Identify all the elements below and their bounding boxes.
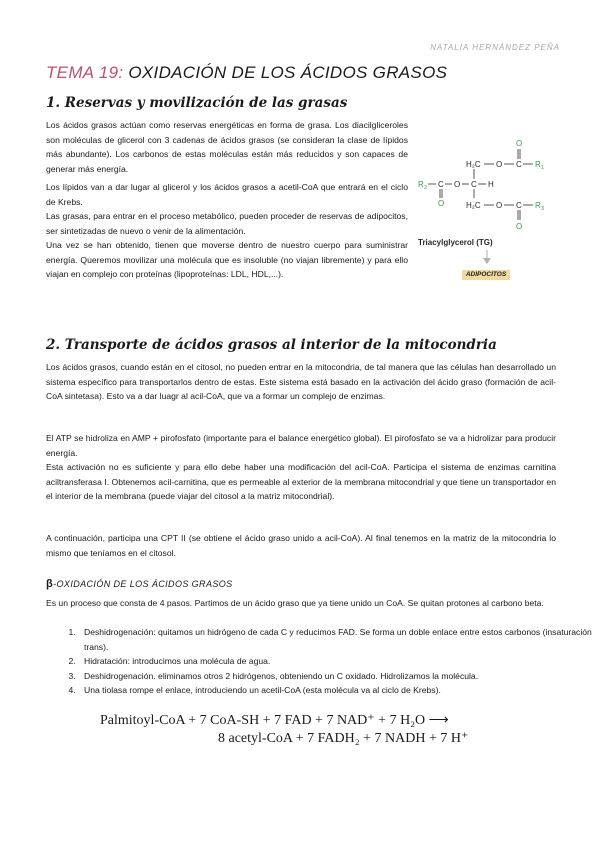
svg-text:R: R (535, 160, 541, 169)
svg-text:2: 2 (424, 185, 428, 191)
svg-text:O: O (454, 180, 461, 189)
list-item: 3. Deshidrogenación. eliminamos otros 2 hidrógenos, obteniendo un C oxidado. Hidrolizamos la molécula. (78, 669, 598, 684)
svg-text:O: O (496, 201, 503, 210)
section1-paragraph-3: Las grasas, para entrar en el proceso metabólico, pueden proceder de reservas de adipocitos, ser sintetizadas de nuevo o venir de la alimentación. (46, 211, 408, 236)
svg-text:O: O (438, 199, 445, 208)
svg-text:1: 1 (541, 165, 545, 171)
beta-heading-text: -OXIDACIÓN DE LOS ÁCIDOS GRASOS (53, 579, 233, 589)
triacylglycerol-figure (412, 132, 572, 292)
list-item: 4. Una tiolasa rompe el enlace, introduciendo un acetil-CoA (esta molécula va al ciclo de Krebs). (78, 683, 598, 698)
svg-text:C: C (438, 180, 444, 189)
section1-heading: 1. Reservas y movilización de las grasas (46, 95, 348, 111)
title-prefix: TEMA 19: (46, 63, 124, 82)
svg-text:H₂C: H₂C (466, 201, 481, 210)
svg-text:H₂C: H₂C (466, 160, 481, 169)
svg-text:R: R (535, 201, 541, 210)
section1-paragraph-2: Los lípidos van a dar lugar al glicerol y los ácidos grasos a acetil-CoA que entrará en el ciclo de Krebs. (46, 182, 408, 207)
title-text: OXIDACIÓN DE LOS ÁCIDOS GRASOS (123, 63, 448, 82)
section2-paragraph-4: A continuación, participa una CPT II (se obtiene el ácido graso unido a acil-CoA). Al final tenemos en la matriz de la mitocondria lo mismo que teníamos en el citosol. (46, 533, 556, 558)
section2-paragraph-3: Esta activación no es suficiente y para ello debe haber una modificación del acil-CoA. Participa el sistema de enzimas carnitina aciltransferasa I. Obtenemos acil-carnitina, que es permeable al exterior de la membrana mitocondrial y que tiene un transportador en el interior de la membrana (puede viajar del citosol a la matriz mitocondrial). (46, 462, 556, 502)
svg-text:O: O (496, 160, 503, 169)
list-item: 2. Hidratación: introducimos una molécula de agua. (78, 654, 598, 669)
equation-line-1: Palmitoyl-CoA + 7 CoA-SH + 7 FAD + 7 NAD⁺ + 7 H₂O ⟶ (100, 713, 449, 728)
list-item: 1. Deshidrogenación: quitamos un hidrógeno de cada C y reducimos FAD. Se forma un doble enlace entre estos carbonos (insaturación trans). (78, 625, 598, 654)
figure-caption: Triacylglycerol (TG) (418, 238, 493, 247)
triacylglycerol-structure (412, 132, 572, 282)
section2-paragraph-1: Los ácidos grasos, cuando están en el citosol, no pueden entrar en la mitocondria, de tal manera que las células han desarrollado un sistema específico para transportarlos dentro de estas. Este sistema está basado en la activación del ácido graso (formación de acil-CoA sintetasa). Esto va a dar luagr al acil-CoA, que va a formar un complejo de enzimas. (46, 362, 556, 402)
equation-line-2: 8 acetyl-CoA + 7 FADH₂ + 7 NADH + 7 H⁺ (218, 731, 469, 746)
beta-oxidation-heading (46, 578, 233, 590)
page-title (46, 63, 447, 83)
adipocitos-badge: ADIPOCITOS (462, 270, 510, 280)
beta-steps-list (46, 625, 598, 698)
section1-paragraph-4: Una vez se han obtenido, tienen que moverse dentro de nuestro cuerpo para suministrar energía. Queremos movilizar una molécula que es insoluble (no viajan libremente) y para ello viajan en complejo con proteínas (lipoproteínas: LDL, HDL,...). (46, 240, 408, 280)
svg-text:O: O (516, 222, 523, 231)
svg-text:C: C (471, 180, 477, 189)
svg-text:C: C (516, 201, 522, 210)
author-name: NATALIA HERNÁNDEZ PEÑA (430, 43, 560, 52)
section2-heading: 2. Transporte de ácidos grasos al interior de la mitocondria (46, 337, 497, 353)
section1-paragraph-1: Los ácidos grasos actúan como reservas energéticas en forma de grasa. Los diacilgliceroles son moléculas de glicerol con 3 cadenas de ácidos grasos (se consideran la clase de lípidos más abundante). Los carbonos de estas moléculas están más reducidos y son capaces de generar más energía. (46, 120, 408, 174)
svg-text:3: 3 (541, 206, 545, 212)
section2-paragraph-2: El ATP se hidroliza en AMP + pirofosfato (importante para el balance energético global). El pirofosfato se va a hidrolizar para producir energía. (46, 433, 556, 458)
beta-intro: Es un proceso que consta de 4 pasos. Partimos de un ácido graso que ya tiene unido un CoA. Se quitan protones al carbono beta. (46, 598, 544, 608)
svg-text:O: O (516, 139, 523, 148)
beta-symbol: β (46, 578, 54, 590)
svg-text:H: H (488, 180, 494, 189)
svg-text:R: R (418, 180, 424, 189)
svg-text:C: C (516, 160, 522, 169)
